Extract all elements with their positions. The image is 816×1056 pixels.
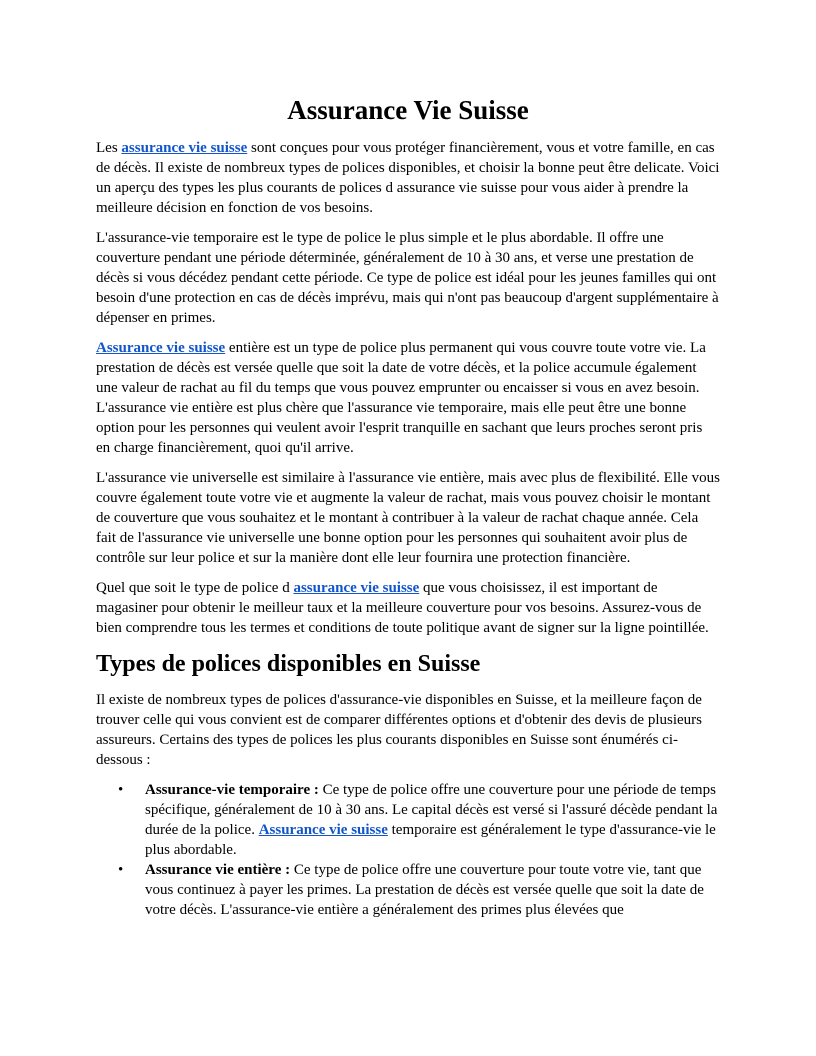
list-item-text: Ce type de police offre une couverture pour toute votre vie, tant que vous continuez à payer les primes. La prestation de décès est versée quelle que soit la date de votre décès. L'assurance-vie entière a généralement des primes plus élevées que bbox=[145, 862, 704, 918]
list-item-text: Ce type de police offre une couverture pour une période de temps spécifique, généralement de 10 à 30 ans. Le capital décès est versé si l'assuré décède pendant la durée de la police. bbox=[145, 782, 718, 838]
assurance-vie-suisse-link-2[interactable]: Assurance vie suisse bbox=[96, 340, 226, 356]
whole-life-paragraph bbox=[96, 338, 720, 458]
section-heading: Types de polices disponibles en Suisse bbox=[96, 651, 481, 677]
list-item bbox=[96, 860, 720, 920]
list-item bbox=[96, 780, 720, 860]
assurance-vie-suisse-link-4[interactable]: Assurance vie suisse bbox=[258, 822, 388, 838]
assurance-vie-suisse-link-3[interactable]: assurance vie suisse bbox=[293, 580, 420, 596]
intro-paragraph bbox=[96, 138, 720, 218]
policy-types-list bbox=[96, 780, 720, 920]
policy-types-intro: Il existe de nombreux types de polices d'assurance-vie disponibles en Suisse, et la meilleure façon de trouver celle qui vous convient est de comparer différentes options et d'obtenir des devis de plusieurs assureurs. Certains des types de polices les plus courants disponibles en Suisse sont énumérés ci-dessous : bbox=[96, 692, 703, 768]
universal-life-paragraph: L'assurance vie universelle est similaire à l'assurance vie entière, mais avec plus de flexibilité. Elle vous couvre également toute votre vie et augmente la valeur de rachat, mais vous pouvez choisir le montant de couverture que vous souhaitez et le montant à contribuer à la valeur de rachat chaque année. Cela fait de l'assurance vie universelle une bonne option pour les personnes qui souhaitent avoir plus de contrôle sur leur police et sur la manière dont elle leur fournira une protection financière. bbox=[96, 470, 720, 566]
page-title: Assurance Vie Suisse bbox=[287, 95, 529, 125]
list-item-term: Assurance-vie temporaire : bbox=[145, 782, 319, 798]
p5-after: que vous choisissez, il est important de magasiner pour obtenir le meilleur taux et la meilleure couverture pour vos besoins. Assurez-vous de bien comprendre tous les termes et conditions de toute politique avant de signer sur la ligne pointillée. bbox=[96, 580, 709, 636]
list-item-text-after: temporaire est généralement le type d'assurance-vie le plus abordable. bbox=[145, 822, 716, 858]
p1-after: sont conçues pour vous protéger financièrement, vous et votre famille, en cas de décès. Il existe de nombreux types de polices disponibles, et choisir la bonne peut être delicate. Voici un aperçu des types les plus courants de polices d assurance vie suisse pour vous aider à prendre la meilleure décision en fonction de vos besoins. bbox=[96, 140, 720, 216]
document-page bbox=[96, 92, 720, 920]
p3-after: entière est un type de police plus permanent qui vous couvre toute votre vie. La prestation de décès est versée quelle que soit la date de votre décès, et la police accumule également une valeur de rachat au fil du temps que vous pouvez emprunter ou encaisser si vous en avez besoin. L'assurance vie entière est plus chère que l'assurance vie temporaire, mais elle peut être une bonne option pour les personnes qui veulent avoir l'esprit tranquille en sachant que leurs proches seront pris en charge financièrement, quoi qu'il arrive. bbox=[96, 340, 706, 456]
p5-before: Quel que soit le type de police d bbox=[96, 580, 294, 596]
bullet-icon: • bbox=[118, 782, 124, 798]
bullet-icon: • bbox=[118, 862, 124, 878]
conclusion-paragraph bbox=[96, 578, 720, 638]
list-item-term: Assurance vie entière : bbox=[145, 862, 291, 878]
p1-before: Les bbox=[96, 140, 122, 156]
term-life-paragraph: L'assurance-vie temporaire est le type de police le plus simple et le plus abordable. Il offre une couverture pendant une période déterminée, généralement de 10 à 30 ans, et verse une prestation de décès si vous décédez pendant cette période. Ce type de police est idéal pour les jeunes familles qui ont besoin d'une protection en cas de décès imprévu, mais qui n'ont pas beaucoup d'argent supplémentaire à dépenser en primes. bbox=[96, 230, 719, 326]
assurance-vie-suisse-link-1[interactable]: assurance vie suisse bbox=[121, 140, 248, 156]
